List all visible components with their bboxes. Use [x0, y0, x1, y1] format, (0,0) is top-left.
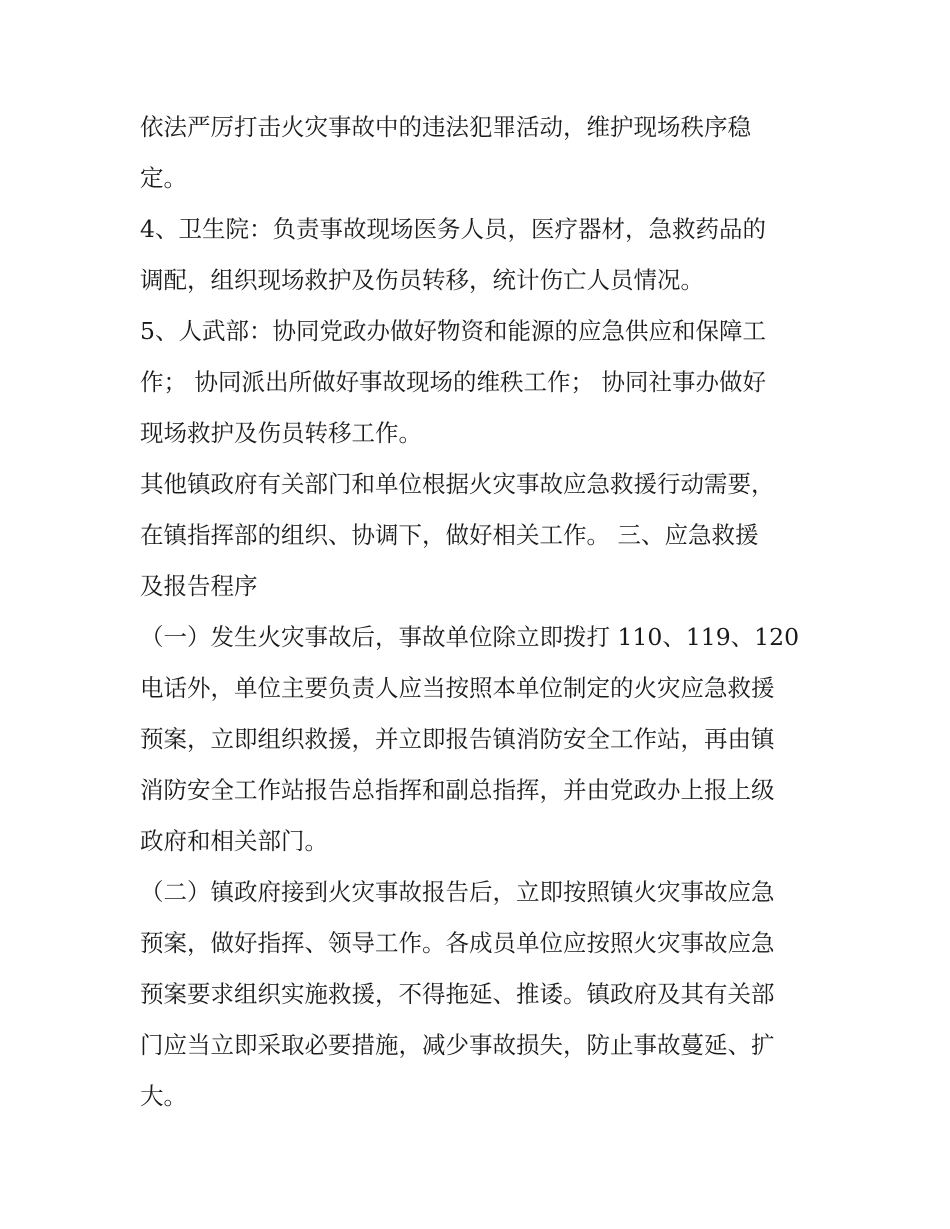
text-line: 预案，做好指挥、领导工作。各成员单位应按照火灾事故应急 [140, 929, 775, 957]
document-body [140, 102, 820, 1122]
text-line: 政府和相关部门。 [140, 827, 328, 855]
text-line: 作； 协同派出所做好事故现场的维秩工作； 协同社事办做好 [140, 368, 766, 396]
text-line: （一）发生火灾事故后，事故单位除立即拨打 110、119、120 [140, 623, 800, 651]
text-line: 4、卫生院：负责事故现场医务人员，医疗器材，急救药品的 [140, 215, 766, 243]
text-line: 预案，立即组织救援，并立即报告镇消防安全工作站，再由镇 [140, 725, 775, 753]
text-line: 预案要求组织实施救援，不得拖延、推诿。镇政府及其有关部 [140, 980, 775, 1008]
text-line: 其他镇政府有关部门和单位根据火灾事故应急救援行动需要， [140, 470, 775, 498]
text-line: 消防安全工作站报告总指挥和副总指挥，并由党政办上报上级 [140, 776, 775, 804]
text-line: 在镇指挥部的组织、协调下，做好相关工作。 三、应急救援 [140, 521, 759, 549]
text-line: 现场救护及伤员转移工作。 [140, 419, 422, 447]
text-line: 大。 [140, 1082, 187, 1110]
text-line: 调配，组织现场救护及伤员转移，统计伤亡人员情况。 [140, 266, 704, 294]
text-line: 电话外，单位主要负责人应当按照本单位制定的火灾应急救援 [140, 674, 775, 702]
text-line: 5、人武部：协同党政办做好物资和能源的应急供应和保障工 [140, 317, 766, 345]
text-line: （二）镇政府接到火灾事故报告后，立即按照镇火灾事故应急 [140, 878, 775, 906]
text-line: 依法严厉打击火灾事故中的违法犯罪活动，维护现场秩序稳 [140, 113, 751, 141]
text-line: 定。 [140, 164, 187, 192]
text-line: 及报告程序 [140, 572, 258, 600]
text-line: 门应当立即采取必要措施，减少事故损失，防止事故蔓延、扩 [140, 1031, 775, 1059]
